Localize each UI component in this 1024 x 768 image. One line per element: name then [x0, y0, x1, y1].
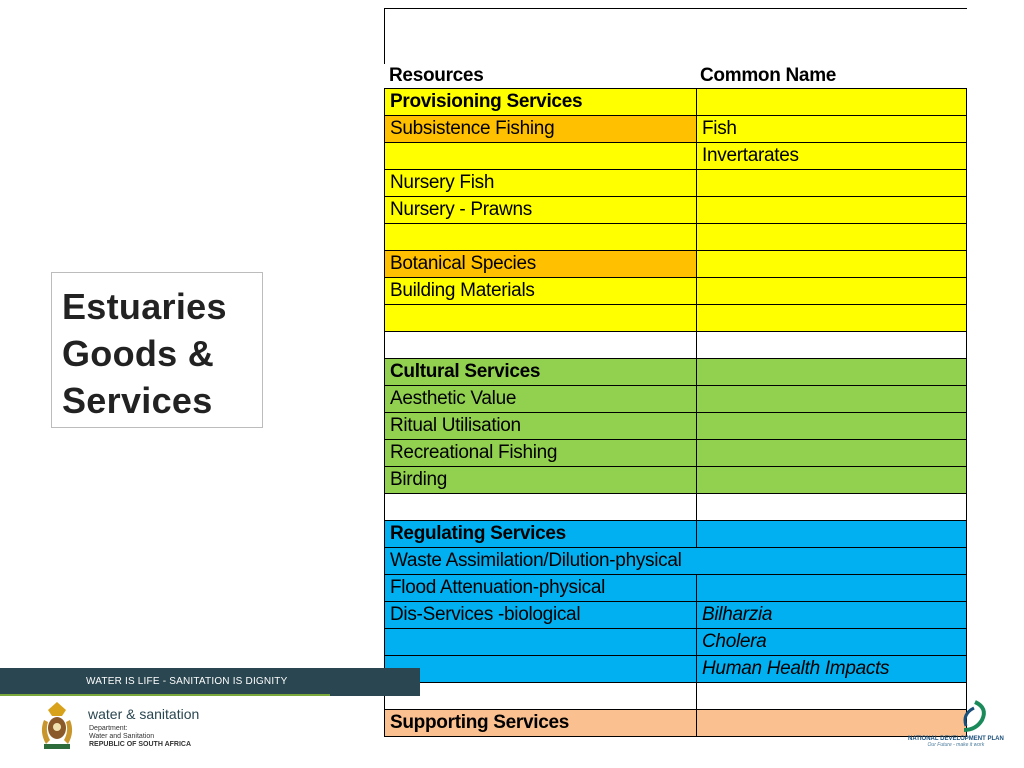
- table-row: [385, 467, 967, 494]
- resource-cell: Nursery Fish: [385, 170, 697, 197]
- resource-cell: Nursery - Prawns: [385, 197, 697, 224]
- footer-banner-stripe: [0, 694, 330, 696]
- dept-line-1: Department:: [89, 725, 128, 732]
- common-name-cell: [697, 386, 967, 413]
- table-row: [385, 548, 967, 575]
- ecosystem-services-table: [384, 8, 967, 738]
- ndp-logo-icon: [960, 700, 990, 734]
- resource-cell: [385, 305, 697, 332]
- common-name-cell: [697, 548, 967, 575]
- resource-cell: Recreational Fishing: [385, 440, 697, 467]
- common-name-cell: [697, 224, 967, 251]
- slide-title-line-3: Services: [62, 380, 213, 421]
- resource-cell: Dis-Services -biological: [385, 602, 697, 629]
- common-name-cell: [697, 575, 967, 602]
- table-row: [385, 413, 967, 440]
- table-top-frame: [384, 8, 967, 64]
- table-row: [385, 494, 967, 521]
- table-row: [385, 521, 967, 548]
- department-text: [89, 725, 191, 749]
- services-grid: [384, 88, 967, 737]
- slide-title-box: [51, 272, 263, 428]
- resource-cell: [385, 494, 697, 521]
- common-name-cell: Fish: [697, 116, 967, 143]
- common-name-cell: [697, 278, 967, 305]
- common-name-cell: [697, 251, 967, 278]
- common-name-cell: [697, 197, 967, 224]
- table-row: [385, 386, 967, 413]
- common-name-cell: [697, 710, 967, 737]
- footer-banner-slogan: WATER IS LIFE - SANITATION IS DIGNITY: [86, 676, 288, 687]
- table-row: [385, 89, 967, 116]
- common-name-cell: [697, 89, 967, 116]
- common-name-cell: [697, 467, 967, 494]
- common-name-cell: Cholera: [697, 629, 967, 656]
- resource-cell: Cultural Services: [385, 359, 697, 386]
- brand-name: water & sanitation: [88, 706, 200, 722]
- common-name-cell: [697, 521, 967, 548]
- common-name-cell: [697, 359, 967, 386]
- table-row: [385, 251, 967, 278]
- table-row: [385, 602, 967, 629]
- ndp-tagline: Our Future - make it work: [927, 742, 985, 748]
- common-name-cell: [697, 170, 967, 197]
- table-row: [385, 278, 967, 305]
- dept-line-2: Water and Sanitation: [89, 733, 155, 740]
- resource-cell: Supporting Services: [385, 710, 697, 737]
- table-row: [385, 224, 967, 251]
- table-row: [385, 305, 967, 332]
- resource-cell: Regulating Services: [385, 521, 697, 548]
- common-name-cell: [697, 494, 967, 521]
- resource-cell: Provisioning Services: [385, 89, 697, 116]
- table-row: [385, 170, 967, 197]
- table-row: [385, 143, 967, 170]
- resource-cell: [385, 656, 697, 683]
- resource-cell: [385, 143, 697, 170]
- resource-cell: Birding: [385, 467, 697, 494]
- common-name-cell: [697, 305, 967, 332]
- slide-title-line-2: Goods &: [62, 333, 215, 374]
- dept-line-3: REPUBLIC OF SOUTH AFRICA: [89, 741, 192, 748]
- resource-cell: Building Materials: [385, 278, 697, 305]
- slide-title-line-1: Estuaries: [62, 286, 227, 327]
- common-name-cell: Bilharzia: [697, 602, 967, 629]
- resource-cell: Botanical Species: [385, 251, 697, 278]
- common-name-cell: Invertarates: [697, 143, 967, 170]
- table-row: [385, 656, 967, 683]
- table-row: [385, 683, 967, 710]
- resource-cell: Flood Attenuation-physical: [385, 575, 697, 602]
- coat-of-arms-icon: [36, 698, 78, 752]
- resource-cell: [385, 224, 697, 251]
- resource-cell: [385, 683, 697, 710]
- table-row: [385, 710, 967, 737]
- column-header-resources: Resources: [389, 65, 484, 86]
- resource-cell: [385, 629, 697, 656]
- table-row: [385, 575, 967, 602]
- column-header-common-name: Common Name: [700, 65, 837, 86]
- ndp-title: NATIONAL DEVELOPMENT PLAN: [908, 736, 1004, 742]
- resource-cell: Ritual Utilisation: [385, 413, 697, 440]
- resource-cell: Subsistence Fishing: [385, 116, 697, 143]
- table-row: [385, 197, 967, 224]
- table-row: [385, 332, 967, 359]
- table-row: [385, 440, 967, 467]
- table-row: [385, 116, 967, 143]
- table-row: [385, 629, 967, 656]
- common-name-cell: [697, 332, 967, 359]
- table-row: [385, 359, 967, 386]
- common-name-cell: Human Health Impacts: [697, 656, 967, 683]
- resource-cell: [385, 332, 697, 359]
- common-name-cell: [697, 683, 967, 710]
- resource-cell: Waste Assimilation/Dilution-physical: [385, 548, 697, 575]
- resource-cell: Aesthetic Value: [385, 386, 697, 413]
- common-name-cell: [697, 413, 967, 440]
- common-name-cell: [697, 440, 967, 467]
- ndp-logo: [908, 736, 1004, 748]
